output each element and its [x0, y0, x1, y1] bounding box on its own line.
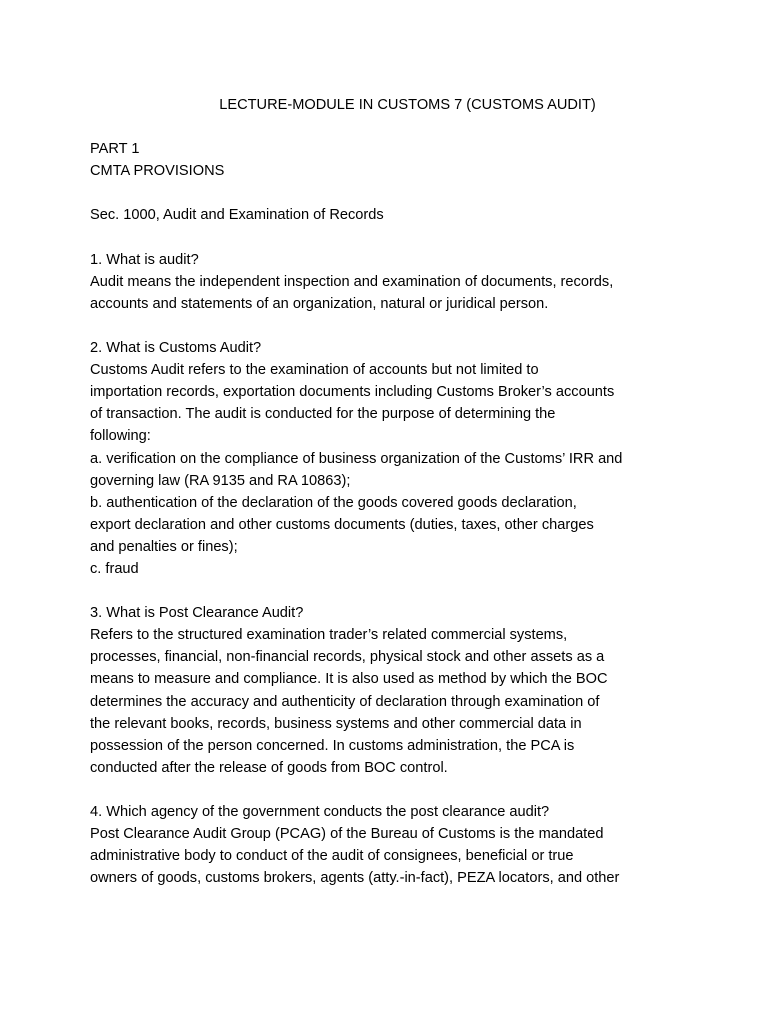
- spacer: [90, 580, 690, 602]
- question-1: 1. What is audit?: [90, 251, 199, 268]
- spacer: [90, 779, 690, 801]
- spacer: [90, 116, 690, 138]
- answer-line: following:: [90, 428, 151, 445]
- answer-line: administrative body to conduct of the audit of consignees, beneficial or true: [90, 848, 574, 865]
- answer-line: owners of goods, customs brokers, agents (atty.-in-fact), PEZA locators, and other: [90, 870, 620, 887]
- part-subtitle: CMTA PROVISIONS: [90, 163, 225, 180]
- answer-line: governing law (RA 9135 and RA 10863);: [90, 472, 351, 489]
- answer-line: the relevant books, records, business systems and other commercial data in: [90, 715, 582, 732]
- section-heading: Sec. 1000, Audit and Examination of Records: [90, 207, 384, 224]
- answer-line: c. fraud: [90, 560, 139, 577]
- question-block-1: [90, 249, 690, 315]
- document-page: [90, 94, 690, 889]
- question-block-4: [90, 801, 690, 889]
- part-heading: PART 1: [90, 141, 140, 158]
- spacer: [90, 182, 690, 204]
- answer-line: accounts and statements of an organization, natural or juridical person.: [90, 295, 549, 312]
- document-title: LECTURE-MODULE IN CUSTOMS 7 (CUSTOMS AUDIT): [219, 97, 596, 113]
- answer-line: a. verification on the compliance of business organization of the Customs’ IRR and: [90, 450, 623, 467]
- answer-line: processes, financial, non-financial records, physical stock and other assets as a: [90, 649, 605, 666]
- answer-line: importation records, exportation documents including Customs Broker’s accounts: [90, 384, 615, 401]
- answer-line: determines the accuracy and authenticity of declaration through examination of: [90, 693, 600, 710]
- answer-line: Post Clearance Audit Group (PCAG) of the Bureau of Customs is the mandated: [90, 826, 604, 843]
- answer-line: conducted after the release of goods from BOC control.: [90, 759, 448, 776]
- question-2: 2. What is Customs Audit?: [90, 340, 262, 357]
- answer-line: and penalties or fines);: [90, 538, 238, 555]
- answer-line: Refers to the structured examination trader’s related commercial systems,: [90, 627, 568, 644]
- answer-line: Customs Audit refers to the examination of accounts but not limited to: [90, 362, 539, 379]
- question-block-2: [90, 337, 690, 580]
- answer-line: of transaction. The audit is conducted for the purpose of determining the: [90, 406, 556, 423]
- spacer: [90, 315, 690, 337]
- question-4: 4. Which agency of the government conducts the post clearance audit?: [90, 804, 550, 820]
- answer-line: b. authentication of the declaration of the goods covered goods declaration,: [90, 494, 577, 511]
- answer-line: export declaration and other customs documents (duties, taxes, other charges: [90, 516, 594, 533]
- question-3: 3. What is Post Clearance Audit?: [90, 605, 304, 622]
- spacer: [90, 227, 690, 249]
- answer-line: means to measure and compliance. It is also used as method by which the BOC: [90, 671, 608, 688]
- answer-line: possession of the person concerned. In customs administration, the PCA is: [90, 737, 575, 754]
- question-block-3: [90, 602, 690, 779]
- answer-line: Audit means the independent inspection and examination of documents, records,: [90, 273, 614, 290]
